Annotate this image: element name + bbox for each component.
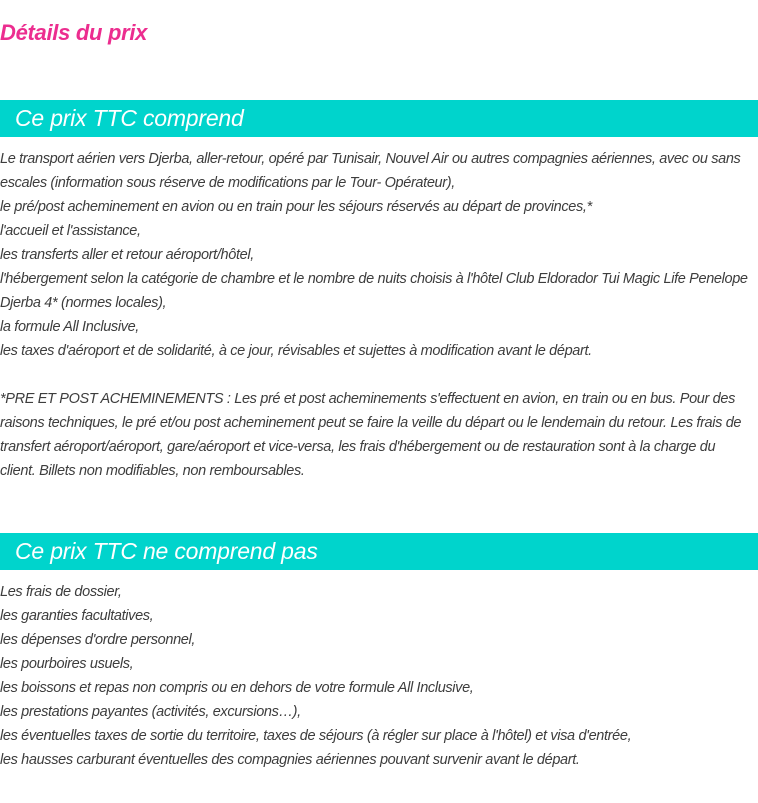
list-item: le pré/post acheminement en avion ou en train pour les séjours réservés au départ de provinces,* bbox=[0, 199, 592, 215]
excludes-list bbox=[0, 580, 752, 772]
list-item: l'accueil et l'assistance, bbox=[0, 223, 141, 239]
list-item: les dépenses d'ordre personnel, bbox=[0, 632, 196, 648]
list-item: les prestations payantes (activités, excursions…), bbox=[0, 704, 301, 720]
excludes-section-title: Ce prix TTC ne comprend pas bbox=[15, 538, 318, 564]
page-title: Détails du prix bbox=[0, 20, 148, 45]
list-item: la formule All Inclusive, bbox=[0, 319, 139, 335]
list-item: les pourboires usuels, bbox=[0, 656, 134, 672]
list-item: les boissons et repas non compris ou en dehors de votre formule All Inclusive, bbox=[0, 680, 474, 696]
list-item: les transferts aller et retour aéroport/hôtel, bbox=[0, 247, 254, 263]
pre-post-transport-note bbox=[0, 387, 752, 483]
list-item: Le transport aérien vers Djerba, aller-retour, opéré par Tunisair, Nouvel Air ou autres compagnies aériennes, avec ou sans escales (information sous réserve de modifications par le Tour- Opérateur), bbox=[0, 151, 741, 191]
excludes-section-header bbox=[0, 533, 758, 570]
list-item: les éventuelles taxes de sortie du territoire, taxes de séjours (à régler sur place à l'hôtel) et visa d'entrée, bbox=[0, 728, 632, 744]
list-item: les hausses carburant éventuelles des compagnies aériennes pouvant survenir avant le départ. bbox=[0, 752, 580, 768]
includes-section-title: Ce prix TTC comprend bbox=[15, 105, 244, 131]
includes-section-header bbox=[0, 100, 758, 137]
list-item: les garanties facultatives, bbox=[0, 608, 154, 624]
includes-list bbox=[0, 147, 752, 363]
list-item: les taxes d'aéroport et de solidarité, à ce jour, révisables et sujettes à modification avant le départ. bbox=[0, 343, 592, 359]
list-item: Les frais de dossier, bbox=[0, 584, 122, 600]
list-item: l'hébergement selon la catégorie de chambre et le nombre de nuits choisis à l'hôtel Club Eldorador Tui Magic Life Penelope Djerba 4* (normes locales), bbox=[0, 271, 748, 311]
note-text: *PRE ET POST ACHEMINEMENTS : Les pré et post acheminements s'effectuent en avion, en train ou en bus. Pour des raisons techniques, le pré et/ou post acheminement peut se faire la veille du départ ou le lendemain du retour. Les frais de transfert aéroport/aéroport, gare/aéroport et vice-versa, les frais d'hébergement ou de restauration sont à la charge du client. Billets non modifiables, non remboursables. bbox=[0, 391, 742, 479]
